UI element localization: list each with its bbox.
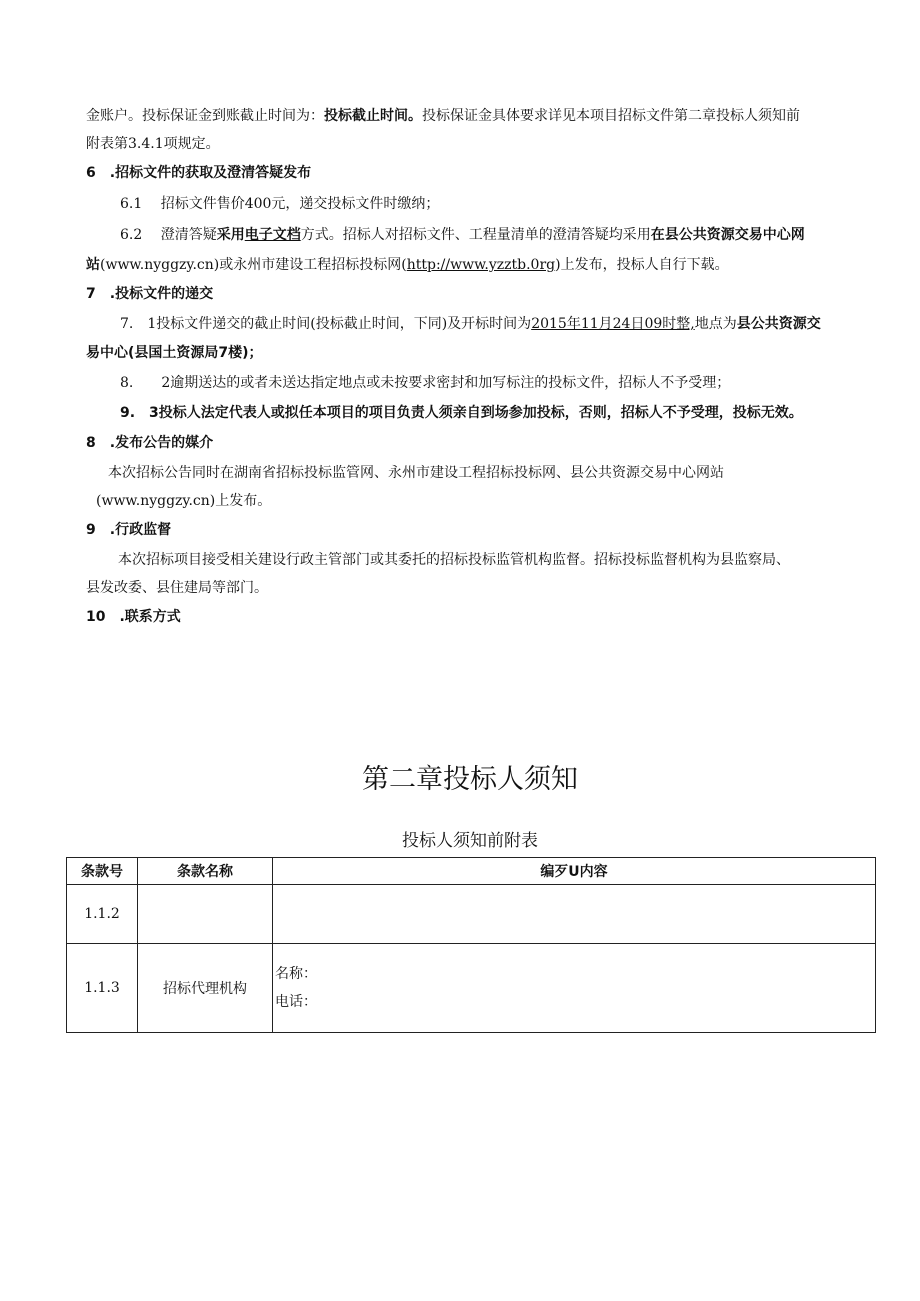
- agency-phone-label: 电话：: [275, 994, 317, 1010]
- clause-6-2-line1: 6.2 澄清答疑采用电子文档方式。招标人对招标文件、工程量清单的澄清答疑均采用在县公共资源交易中心网: [120, 227, 805, 243]
- section-9-heading: 9 .行政监督: [86, 522, 172, 538]
- clause-7-1-line1: 7. 1投标文件递交的截止时间(投标截止时间，下同)及开标时间为2015年11月24日09时整,地点为县公共资源交: [120, 316, 821, 332]
- chapter-title: 第二章投标人须知: [362, 764, 578, 795]
- cell-content: [273, 944, 876, 1033]
- table-row: [67, 885, 876, 944]
- clause-7-3: 9. 3投标人法定代表人或拟任本项目的项目负责人须亲自到场参加投标，否则，招标人不予受理，投标无效。: [120, 405, 803, 421]
- yzztb-link[interactable]: http://www.yzztb.0rg: [406, 257, 556, 273]
- section-8-text-line2: (www.nyggzy.cn)上发布。: [96, 493, 272, 509]
- clause-7-2: 8. 2逾期送达的或者未送达指定地点或未按要求密封和加写标注的投标文件，招标人不予受理；: [120, 375, 731, 391]
- clause-6-1: 6.1 招标文件售价400元，递交投标文件时缴纳；: [120, 196, 440, 212]
- pre-notice-table: [66, 857, 876, 1033]
- section-10-heading: 10 .联系方式: [86, 609, 181, 625]
- deadline-emphasis: 投标截止时间。: [324, 108, 422, 124]
- cell-clause-no: 1.1.3: [67, 944, 138, 1033]
- table-header-row: [67, 858, 876, 885]
- section-7-heading: 7 .投标文件的递交: [86, 286, 214, 302]
- clause-6-2-line2: 站(www.nyggzy.cn)或永州市建设工程招标投标网(http://www.yzztb.0rg)上发布，投标人自行下载。: [86, 257, 729, 273]
- header-clause-no: 条款号: [67, 858, 138, 885]
- header-content: 编歹U内容: [273, 858, 876, 885]
- header-clause-name: 条款名称: [138, 858, 273, 885]
- section-8-heading: 8 .发布公告的媒介: [86, 435, 214, 451]
- electronic-document-emphasis: 电子文档: [244, 227, 301, 243]
- cell-clause-name: 招标代理机构: [138, 944, 273, 1033]
- cell-clause-no: 1.1.2: [67, 885, 138, 944]
- section-8-text-line1: 本次招标公告同时在湖南省招标投标监管网、永州市建设工程招标投标网、县公共资源交易中心网站: [108, 465, 724, 481]
- section-9-text-line1: 本次招标项目接受相关建设行政主管部门或其委托的招标投标监管机构监督。招标投标监督机构为县监察局、: [118, 552, 790, 568]
- cell-content: [273, 885, 876, 944]
- agency-name-label: 名称：: [275, 966, 317, 982]
- table-row: [67, 944, 876, 1033]
- para-deposit-line2: 附表第3.4.1项规定。: [86, 136, 220, 152]
- bid-opening-time: 2015年11月24日09时整,: [531, 316, 695, 332]
- section-9-text-line2: 县发改委、县住建局等部门。: [86, 580, 268, 596]
- cell-clause-name: [138, 885, 273, 944]
- clause-7-1-line2: 易中心(县国土资源局7楼)；: [86, 345, 263, 361]
- para-deposit-line1: 金账户。投标保证金到账截止时间为：投标截止时间。投标保证金具体要求详见本项目招标文件第二章投标人须知前: [86, 108, 800, 124]
- section-6-heading: 6 .招标文件的获取及澄清答疑发布: [86, 165, 312, 181]
- table-title: 投标人须知前附表: [402, 831, 538, 851]
